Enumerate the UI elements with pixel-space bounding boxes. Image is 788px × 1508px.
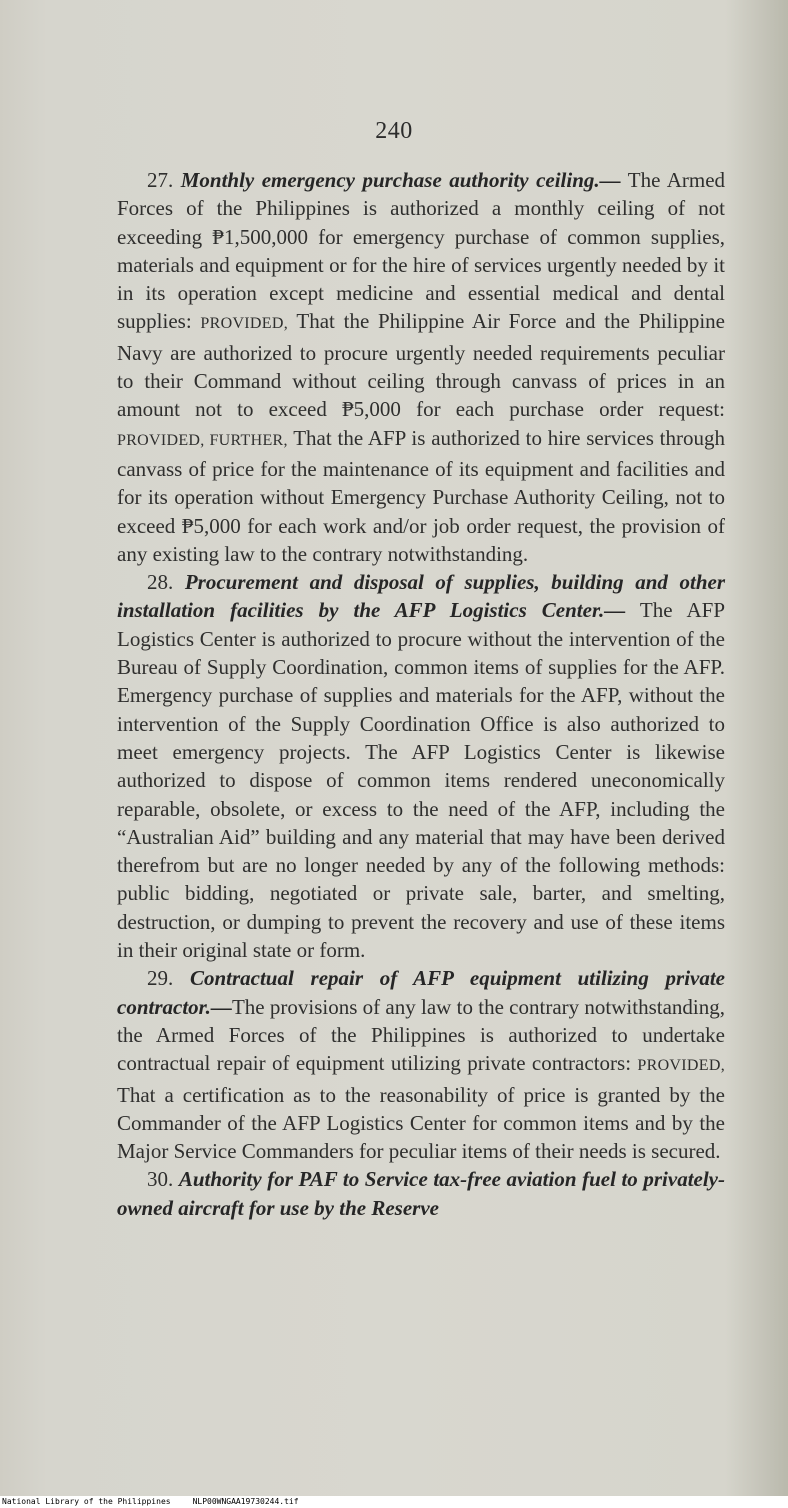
- scan-footer: [0, 1496, 788, 1508]
- section-heading: Contractual repair of AFP equipment utilizing private contractor.—: [117, 966, 725, 1019]
- section-text: That the Philippine Air Force and the Philippine Navy are authorized to procure urgently needed requirements peculiar to their Command without ceiling through canvass of prices in an amount not to exceed ₱5,000 for each purchase order request:: [117, 309, 726, 422]
- section-heading: Authority for PAF to Service tax-free aviation fuel to privately-owned aircraft for use by the Reserve: [117, 1167, 725, 1220]
- section-number: 27.: [147, 168, 174, 192]
- section-heading: Monthly emergency purchase authority ceiling.—: [180, 168, 621, 192]
- provided-clause: PROVIDED, FURTHER,: [117, 431, 288, 449]
- section-text: The AFP Logistics Center is authorized to procure without the intervention of the Bureau of Supply Coordination, common items of supplies for the AFP. Emergency purchase of supplies and materials for the AFP, without the intervention of the Supply Coordination Office is also authorized to meet emergency projects. The AFP Logistics Center is likewise authorized to dispose of common items rendered uneconomically reparable, obsolete, or excess to the need of the AFP, including the “Australian Aid” building and any material that may have been derived therefrom but are no longer needed by any of the following methods: public bidding, negotiated or private sale, barter, and smelting, destruction, or dumping to prevent the recovery and use of these items in their original state or form.: [117, 598, 725, 963]
- section-text: The Armed Forces of the Philippines is authorized a monthly ceiling of not exceeding ₱1,500,000 for emergency purchase of common supplies, materials and equipment or for the hire of services urgently needed by it in its operation except medicine and essential medical and dental supplies:: [117, 168, 726, 334]
- section-29: [117, 964, 725, 1165]
- section-number: 29.: [147, 966, 174, 991]
- section-text: The provisions of any law to the contrary notwithstanding, the Armed Forces of the Philippines is authorized to undertake contractual repair of equipment utilizing private contractors:: [117, 994, 725, 1076]
- section-number: 28.: [147, 570, 174, 595]
- section-number: 30.: [147, 1167, 174, 1192]
- page-number: 240: [375, 118, 413, 144]
- body-text: [117, 166, 725, 1222]
- footer-source: National Library of the Philippines: [2, 1497, 171, 1506]
- section-28: [117, 568, 725, 964]
- section-30: [117, 1165, 725, 1222]
- provided-clause: PROVIDED,: [200, 315, 289, 333]
- section-text: That a certification as to the reasonability of price is granted by the Commander of the AFP Logistics Center for common items and by the Major Service Commanders for peculiar items of their needs is secured.: [117, 1082, 725, 1164]
- section-heading: Procurement and disposal of supplies, building and other installation facilities by the AFP Logistics Center.—: [117, 570, 725, 623]
- provided-clause: PROVIDED,: [637, 1057, 725, 1075]
- footer-filename: NLP00WNGAA19730244.tif: [192, 1497, 299, 1506]
- section-27: [117, 166, 725, 568]
- section-text: That the AFP is authorized to hire services through canvass of price for the maintenance of its equipment and facilities and for its operation without Emergency Purchase Authority Ceiling, not to exceed ₱5,000 for each work and/or job order request, the provision of any existing law to the contrary notwithstanding.: [117, 425, 725, 566]
